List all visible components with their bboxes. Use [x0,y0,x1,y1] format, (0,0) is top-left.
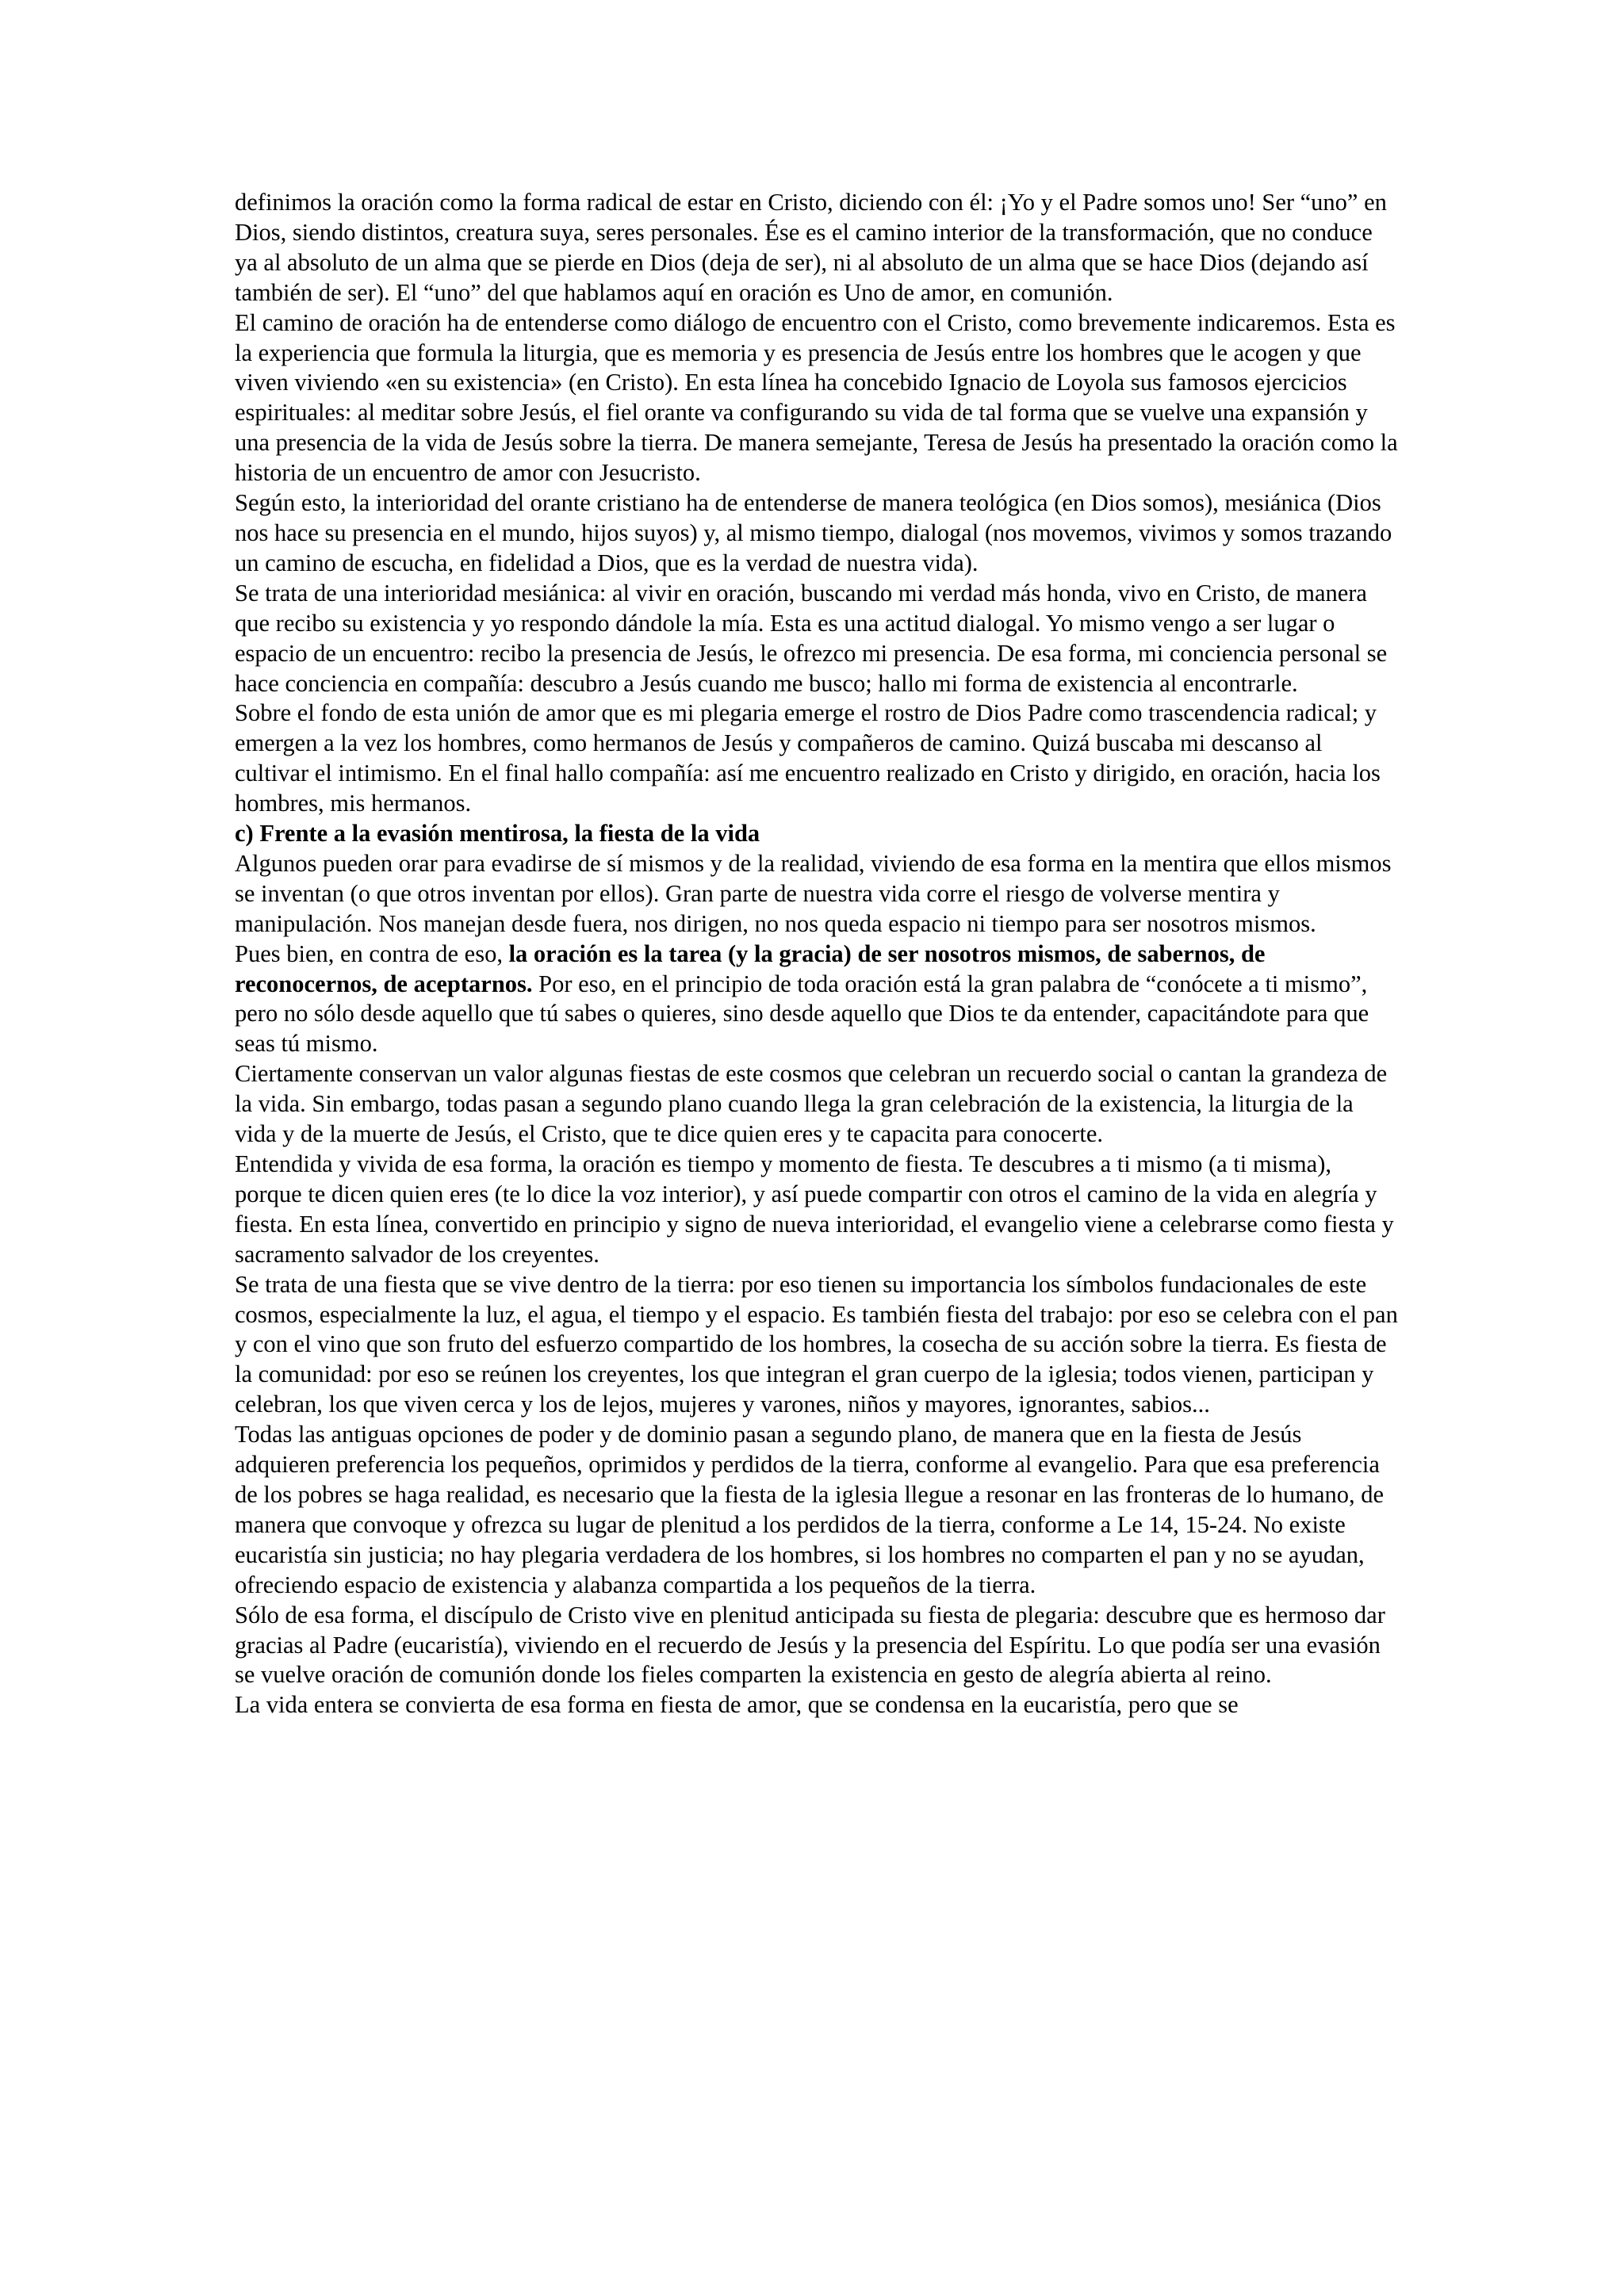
paragraph: Todas las antiguas opciones de poder y de dominio pasan a segundo plano, de manera que en la fiesta de Jesús adquieren preferencia los pequeños, oprimidos y perdidos de la tierra, conforme al evangelio. Para que esa preferencia de los pobres se haga realidad, es necesario que la fiesta de la iglesia llegue a resonar en las fronteras de lo humano, de manera que convoque y ofrezca su lugar de plenitud a los perdidos de la tierra, conforme a Le 14, 15-24. No existe eucaristía sin justicia; no hay plegaria verdadera de los hombres, si los hombres no comparten el pan y no se ayudan, ofreciendo espacio de existencia y alabanza compartida a los pequeños de la tierra. [235,1421,1385,1598]
paragraph: Sólo de esa forma, el discípulo de Cristo vive en plenitud anticipada su fiesta de plegaria: descubre que es hermoso dar gracias al Padre (eucaristía), viviendo en el recuerdo de Jesús y la presencia del Espíritu. Lo que podía ser una evasión se vuelve oración de comunión donde los fieles comparten la existencia en gesto de alegría abierta al reino. [235,1601,1385,1689]
paragraph: El camino de oración ha de entenderse como diálogo de encuentro con el Cristo, como brevemente indicaremos. Esta es la experiencia que formula la liturgia, que es memoria y es presencia de Jesús entre los hombres que le acogen y que viven viviendo «en su existencia» (en Cristo). En esta línea ha concebido Ignacio de Loyola sus famosos ejercicios espirituales: al meditar sobre Jesús, el fiel orante va configurando su vida de tal forma que se vuelve una expansión y una presencia de la vida de Jesús sobre la tierra. De manera semejante, Teresa de Jesús ha presentado la oración como la historia de un encuentro de amor con Jesucristo. [235,308,1398,487]
paragraph: definimos la oración como la forma radical de estar en Cristo, diciendo con él: ¡Yo y el Padre somos uno! Ser “uno” en Dios, siendo distintos, creatura suya, seres personales. Ése es el camino interior de la transformación, que no conduce ya al absoluto de un alma que se pierde en Dios (deja de ser), ni al absoluto de un alma que se hace Dios (dejando así también de ser). El “uno” del que hablamos aquí en oración es Uno de amor, en comunión. [235,189,1387,306]
paragraph: Según esto, la interioridad del orante cristiano ha de entenderse de manera teológica (en Dios somos), mesiánica (Dios nos hace su presencia en el mundo, hijos suyos) y, al mismo tiempo, dialogal (nos movemos, vivimos y somos trazando un camino de escucha, en fidelidad a Dios, que es la verdad de nuestra vida). [235,489,1392,576]
paragraph: Entendida y vivida de esa forma, la oración es tiempo y momento de fiesta. Te descubres a ti mismo (a ti misma), porque te dicen quien eres (te lo dice la voz interior), y así puede compartir con otros el camino de la vida en alegría y fiesta. En esta línea, convertido en principio y signo de nueva interioridad, el evangelio viene a celebrarse como fiesta y sacramento salvador de los creyentes. [235,1150,1394,1268]
paragraph: La vida entera se convierta de esa forma en fiesta de amor, que se condensa en la eucaristía, pero que se [235,1691,1239,1719]
paragraph-text: Pues bien, en contra de eso, [235,939,509,967]
paragraph: Sobre el fondo de esta unión de amor que es mi plegaria emerge el rostro de Dios Padre como trascendencia radical; y emergen a la vez los hombres, como hermanos de Jesús y compañeros de camino. Quizá buscaba mi descanso al cultivar el intimismo. En el final hallo compañía: así me encuentro realizado en Cristo y dirigido, en oración, hacia los hombres, mis hermanos. [235,699,1381,817]
bold-emphasis: la oración es la tarea (y la gracia) de ser nosotros mismos, de sabernos, de reconocernos, de aceptarnos. [235,939,1266,997]
paragraph: Ciertamente conservan un valor algunas fiestas de este cosmos que celebran un recuerdo social o cantan la grandeza de la vida. Sin embargo, todas pasan a segundo plano cuando llega la gran celebración de la existencia, la liturgia de la vida y de la muerte de Jesús, el Cristo, que te dice quien eres y te capacita para conocerte. [235,1060,1388,1148]
document-page [235,188,1400,1720]
paragraph: Se trata de una interioridad mesiánica: al vivir en oración, buscando mi verdad más honda, vivo en Cristo, de manera que recibo su existencia y yo respondo dándole la mía. Esta es una actitud dialogal. Yo mismo vengo a ser lugar o espacio de un encuentro: recibo la presencia de Jesús, le ofrezco mi presencia. De esa forma, mi conciencia personal se hace conciencia en compañía: descubro a Jesús cuando me busco; hallo mi forma de existencia al encontrarle. [235,579,1388,697]
paragraph: Algunos pueden orar para evadirse de sí mismos y de la realidad, viviendo de esa forma en la mentira que ellos mismos se inventan (o que otros inventan por ellos). Gran parte de nuestra vida corre el riesgo de volverse mentira y manipulación. Nos manejan desde fuera, nos dirigen, no nos queda espacio ni tiempo para ser nosotros mismos. [235,849,1392,937]
paragraph-text: Por eso, en el principio de toda oración está la gran palabra de “conócete a ti mismo”, pero no sólo desde aquello que tú sabes o quieres, sino desde aquello que Dios te da entender, capacitándote para que seas tú mismo. [235,970,1369,1058]
section-heading: c) Frente a la evasión mentirosa, la fiesta de la vida [235,820,760,848]
paragraph-with-emphasis [235,939,1400,1060]
paragraph: Se trata de una fiesta que se vive dentro de la tierra: por eso tienen su importancia los símbolos fundacionales de este cosmos, especialmente la luz, el agua, el tiempo y el espacio. Es también fiesta del trabajo: por eso se celebra con el pan y con el vino que son fruto del esfuerzo compartido de los hombres, la cosecha de su acción sobre la tierra. Es fiesta de la comunidad: por eso se reúnen los creyentes, los que integran el gran cuerpo de la iglesia; todos vienen, participan y celebran, los que viven cerca y los de lejos, mujeres y varones, niños y mayores, ignorantes, sabios... [235,1270,1398,1418]
